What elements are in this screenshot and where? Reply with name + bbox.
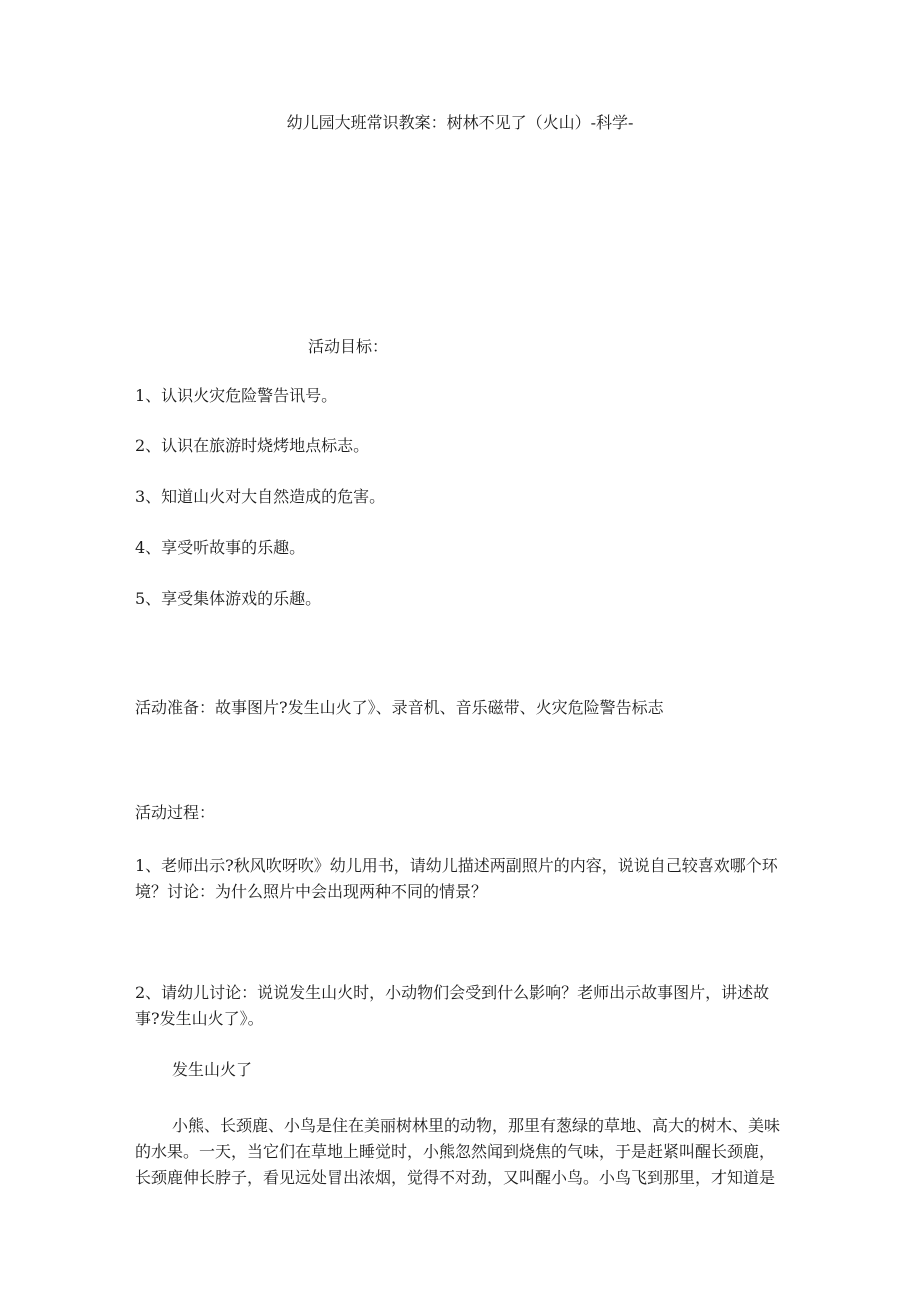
process-step-2-line-2: 事?发生山火了》。: [135, 1009, 264, 1028]
story-line-1: 小熊、长颈鹿、小鸟是住在美丽树林里的动物，那里有葱绿的草地、高大的树木、美味: [172, 1116, 781, 1135]
goals-heading: 活动目标：: [308, 337, 389, 356]
document-title: 幼儿园大班常识教案：树林不见了（火山）-科学-: [286, 113, 634, 132]
goal-item-4: 4、享受听故事的乐趣。: [135, 538, 306, 557]
story-line-3: 长颈鹿伸长脖子，看见远处冒出浓烟，觉得不对劲，又叫醒小鸟。小鸟飞到那里，才知道是: [135, 1168, 776, 1187]
story-title: 发生山火了: [172, 1060, 253, 1079]
goal-item-2: 2、认识在旅游时烧烤地点标志。: [135, 436, 370, 455]
process-step-1: [135, 853, 815, 905]
process-step-1-line-1: 1、老师出示?秋风吹呀吹》幼儿用书，请幼儿描述两副照片的内容，说说自己较喜欢哪个环: [135, 856, 778, 875]
goal-item-1: 1、认识火灾危险警告讯号。: [135, 386, 338, 405]
preparation-paragraph: 活动准备：故事图片?发生山火了》、录音机、音乐磁带、火灾危险警告标志: [135, 698, 664, 717]
process-heading: 活动过程：: [135, 803, 216, 822]
process-step-2: [135, 980, 815, 1032]
story-line-2: 的水果。一天，当它们在草地上睡觉时，小熊忽然闻到烧焦的气味，于是赶紧叫醒长颈鹿，: [135, 1142, 776, 1161]
goal-item-5: 5、享受集体游戏的乐趣。: [135, 589, 322, 608]
story-paragraph: [135, 1113, 815, 1191]
goal-item-3: 3、知道山火对大自然造成的危害。: [135, 487, 386, 506]
process-step-1-line-2: 境？讨论：为什么照片中会出现两种不同的情景？: [135, 882, 488, 901]
process-step-2-line-1: 2、请幼儿讨论：说说发生山火时，小动物们会受到什么影响？老师出示故事图片，讲述故: [135, 983, 770, 1002]
